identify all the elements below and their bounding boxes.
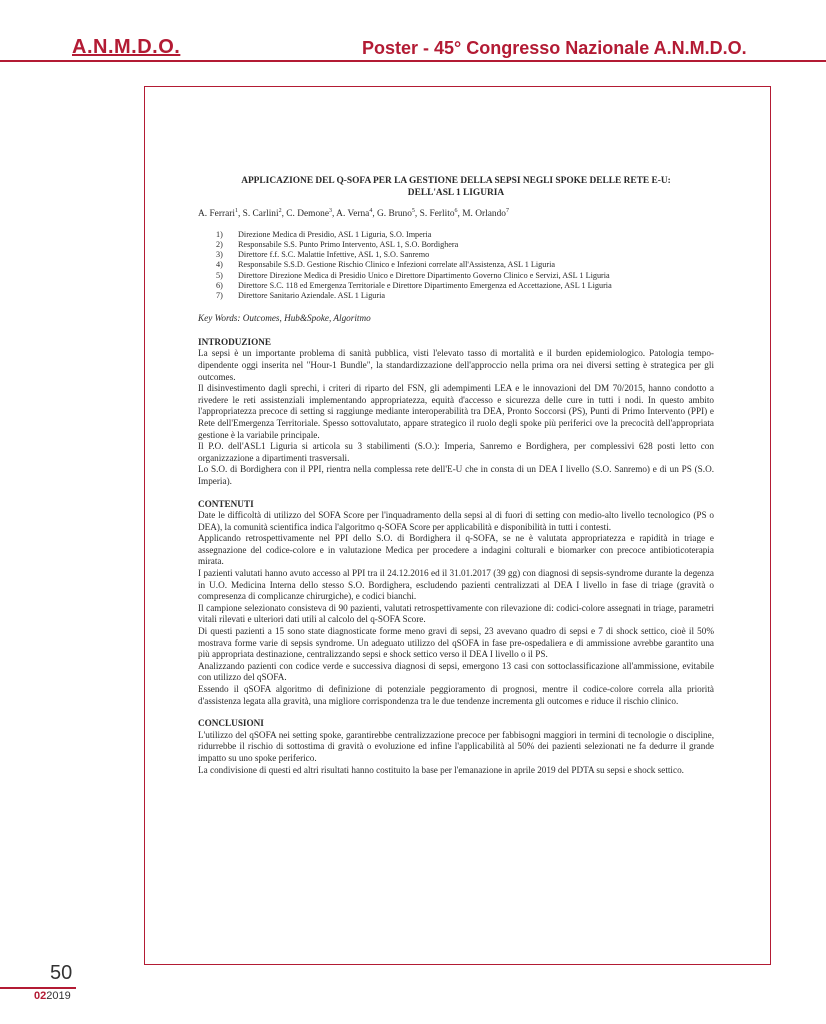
affiliation-text: Direttore S.C. 118 ed Emergenza Territoriale e Direttore Dipartimento Emergenza ed Accettazione, ASL 1 Liguria [238,280,612,290]
article-title [198,176,714,199]
paragraph: La condivisione di questi ed altri risultati hanno costituito la base per l'emanazione in aprile 2019 del PDTA su sepsi e shock settico. [198,764,684,775]
author-affiliation-ref: 7 [505,208,509,215]
author-affiliation-ref: 4 [369,208,373,215]
affiliation-number: 3) [216,250,223,260]
author [336,209,372,219]
affiliation-text: Responsabile S.S.D. Gestione Rischio Clinico e Infezioni correlate all'Assistenza, ASL 1 Liguria [238,260,556,270]
author-name: A. Verna [336,209,370,220]
section-heading: CONTENUTI [198,498,254,509]
section-heading: CONCLUSIONI [198,718,264,729]
author-affiliation-ref: 3 [329,208,332,215]
author-name: S. Ferlito [419,209,455,220]
affiliation-number: 5) [216,270,223,280]
section-header: Poster - 45° Congresso Nazionale A.N.M.D.O. [362,38,747,58]
title-line: DELL'ASL 1 LIGURIA [407,187,505,198]
author [243,209,282,219]
affiliation-item [216,271,714,281]
author-name: S. Carlini [242,209,279,220]
paragraph: I pazienti valutati hanno avuto accesso al PPI tra il 24.12.2016 ed il 31.01.2017 (39 gg) con diagnosi di sepsis-syndrome durante la degenza in U.O. Medicina Interna dello stesso S.O. Bordighera, escludendo pazienti centralizzati al DEA I livello in fase di triage (gravità o compresenza di complicanze chirurgiche), e codici bianchi. [198,568,714,602]
paragraph: Essendo il qSOFA algoritmo di definizione di potenziale peggioramento di prognosi, mentre il codice-colore correla alla priorità d'assistenza legata alla gravità, una migliore corrispondenza tra le due tendenze incrementa gli outcomes e riduce il rischio clinico. [198,684,714,706]
author-affiliation-ref: 2 [278,208,282,215]
author [462,209,509,219]
paragraph: Di questi pazienti a 15 sono state diagnosticate forme meno gravi di sepsi, 23 avevano quadro di sepsi e 7 di shock settico, cioè il 50% mostrava forme varie di sepsis syndrome. Un adeguato utilizzo del qSOFA in fase pre-ospedaliera e di ammissione avrebbe garantito una più appropriata destinazione, centralizzando sepsi e shock settico verso il DEA I livello o il PS. [198,626,714,660]
article [198,176,714,776]
affiliation-item [216,230,714,240]
affiliation-number: 4) [216,260,223,270]
journal-name: A.N.M.D.O. [72,36,181,58]
affiliation-text: Direzione Medica di Presidio, ASL 1 Liguria, S.O. Imperia [238,229,432,239]
affiliation-item [216,281,714,291]
section-gap [198,488,714,499]
affiliation-text: Direttore Direzione Medica di Presidio Unico e Direttore Dipartimento Governo Clinico e Servizi, ASL 1 Liguria [238,270,610,280]
affiliation-item [216,291,714,301]
author-name: C. Demone [286,209,329,220]
affiliation-number: 2) [216,239,223,249]
issue-year: 2019 [46,990,71,1002]
paragraph: Il campione selezionato consisteva di 90 pazienti, valutati retrospettivamente con rilevazione di: codici-colore assegnati in triage, parametri vitali rilevati e ulteriori dati utili al calcolo del q-SOFA Score. [198,602,714,625]
author-name: G. Bruno [377,209,412,220]
paragraph: L'utilizzo del qSOFA nei setting spoke, garantirebbe centralizzazione precoce per fabbisogni maggiori in termini di tecnologie o discipline, ridurrebbe il rischio di sottostima di gravità o evoluzione ed infine l'applicabilità al 50% dei pazienti selezionati ne fa dedurre il grande impatto su uno spoke periferico. [198,729,714,763]
paragraph: Analizzando pazienti con codice verde e successiva diagnosi di sepsi, emergono 13 casi con sottoclassificazione all'ammissione, evitabile con utilizzo del qSOFA. [198,660,714,683]
paragraph: Applicando retrospettivamente nel PPI dello S.O. di Bordighera il q-SOFA, se ne è valutata appropriatezza e rapidità in triage e assegnazione del codice-colore e in valutazione Medica per procedere a indagini colturali e biomarker con precoce antibioticoterapia mirata. [198,533,714,567]
affiliation-number: 6) [216,280,223,290]
issue-number: 02 [34,990,47,1002]
author [198,209,238,219]
author-affiliation-ref: 1 [234,208,238,215]
author [377,209,415,219]
author-list: A. Ferrari$^1$, S. Carlini$^2$, C. Demone$^3$, A. Verna$^4$, G. Bruno$^5$, S. Ferlito$^6$, M. Orlando$^7$ [198,208,509,220]
affiliation-text: Responsabile S.S. Punto Primo Intervento, ASL 1, S.O. Bordighera [238,239,459,249]
section-gap [198,707,714,718]
paragraph: Il P.O. dell'ASL1 Liguria si articola su 3 stabilimenti (S.O.): Imperia, Sanremo e Bordighera, per complessivi 628 posti letto con organizzazione a dipartimenti trasversali. [198,441,714,463]
page-number: 50 [50,962,73,984]
author [286,209,332,219]
affiliation-number: 7) [216,291,223,300]
paragraph: Il disinvestimento dagli sprechi, i criteri di riparto del FSN, gli adempimenti LEA e le innovazioni del DM 70/2015, hanno condotto a rivedere le reti assistenziali implementando appropriatezza, equità d'accesso e sicurezza delle cure in tutti i nodi. In questo ambito l'appropriatezza precoce di setting si raggiunge mediante interoperabilità tra DEA, Pronto Soccorsi (PS), Punti di Primo Intervento (PPI) e Rete dell'Emergenza Territoriale. Spesso sottovalutato, appare strategico il ruolo degli spoke più periferici ove la precocità dell'appropriata gestione è la variabile principale. [198,383,714,440]
affiliation-text: Direttore f.f. S.C. Malattie Infettive, ASL 1, S.O. Sanremo [238,250,430,260]
affiliation-item [216,260,714,270]
author-name: M. Orlando [462,209,506,220]
affiliation-text: Direttore Sanitario Aziendale. ASL 1 Liguria [238,291,386,300]
issue-date [34,990,71,1002]
author [420,209,458,219]
affiliation-number: 1) [216,229,223,239]
paragraph: La sepsi è un importante problema di sanità pubblica, visti l'elevato tasso di mortalità e il burden epidemiologico. Patologia tempo-dipendente oggi inserita nel "Hour-1 Bundle", la standardizzazione dell'approccio nella prima ora nei diversi setting è strategica per gli outcomes. [198,348,714,382]
affiliation-item [216,240,714,250]
affiliation-item [216,250,714,260]
paragraph: Lo S.O. di Bordighera con il PPI, rientra nella complessa rete dell'E-U che in consta di un DEA I livello (S.O. Sanremo) e di un PS (S.O. Imperia). [198,464,714,486]
article-body [198,337,714,776]
header-rule [0,60,826,62]
title-line: APPLICAZIONE DEL Q-SOFA PER LA GESTIONE DELLA SEPSI NEGLI SPOKE DELLE RETE E-U: [241,176,671,186]
keywords: Key Words: Outcomes, Hub&Spoke, Algoritmo [198,313,371,324]
author-affiliation-ref: 5 [411,208,415,215]
author-name: A. Ferrari [198,209,235,220]
affiliation-list [216,230,714,301]
section-heading: INTRODUZIONE [198,336,272,347]
paragraph: Date le difficoltà di utilizzo del SOFA Score per l'inquadramento della sepsi al di fuori di setting con medio-alto livello tecnologico (PS o DEA), la comunità scientifica indica l'algoritmo q-SOFA Score per applicabilità e disponibilità in tutti i contesti. [198,510,714,532]
author-affiliation-ref: 6 [454,208,458,215]
footer-rule [0,987,76,989]
